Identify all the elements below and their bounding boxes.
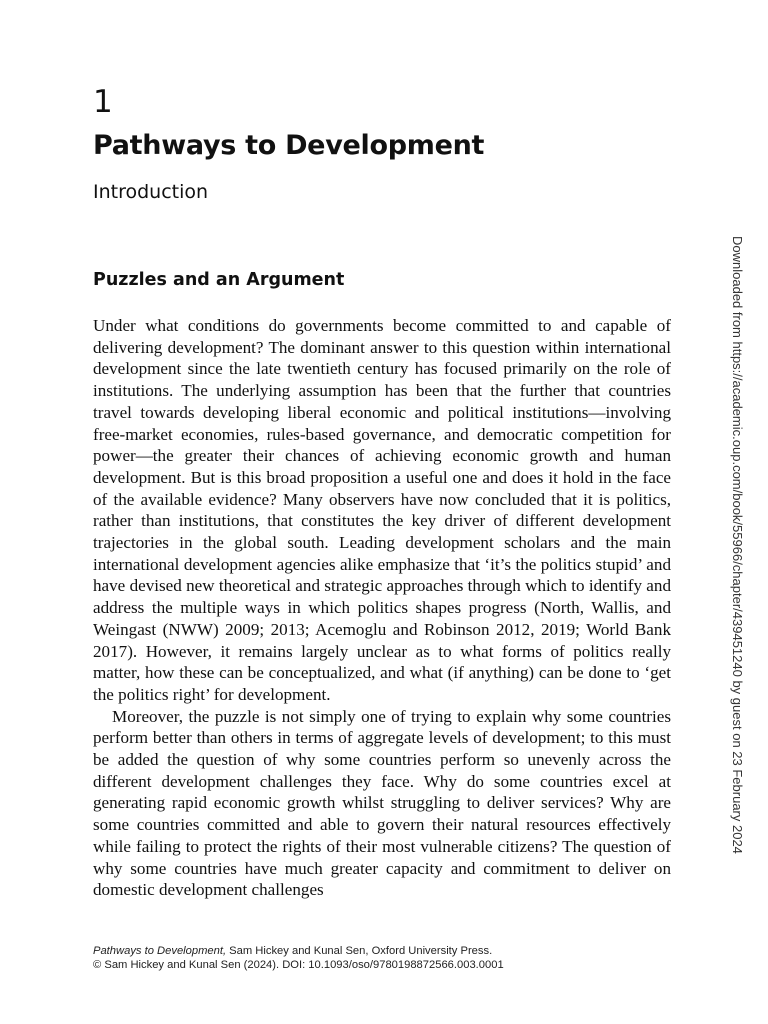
body-text [93,315,671,901]
chapter-number: 1 [93,84,113,120]
download-watermark: Downloaded from https://academic.oup.com/book/55966/chapter/439451240 by guest on 23 February 2024 [730,236,745,854]
footer-publisher: Sam Hickey and Kunal Sen, Oxford University Press. [226,945,493,957]
footer-citation-line [93,944,693,958]
page-footer [93,944,693,972]
footer-copyright-line: © Sam Hickey and Kunal Sen (2024). DOI: 10.1093/oso/9780198872566.003.0001 [93,959,504,971]
section-heading: Puzzles and an Argument [93,270,345,290]
chapter-title: Pathways to Development [93,130,485,161]
chapter-subtitle: Introduction [93,181,209,203]
paragraph-2: Moreover, the puzzle is not simply one of trying to explain why some countries perform better than others in terms of aggregate levels of development; to this must be added the question of why some countries perform so unevenly across the different development challenges they face. Why do some countries excel at generating rapid economic growth whilst struggling to deliver services? Why are some countries committed and able to govern their natural resources effectively while failing to protect the rights of their most vulnerable citizens? The question of why some countries have much greater capacity and commitment to deliver on domestic development challenges [93,706,671,900]
footer-book-title: Pathways to Development, [93,945,227,957]
paragraph-1: Under what conditions do governments become committed to and capable of delivering development? The dominant answer to this question within international development since the late twentieth century has focused primarily on the role of institutions. The underlying assumption has been that the further that countries travel towards developing liberal economic and political institutions—involving free-market economies, rules-based governance, and democratic competition for power—the greater their chances of achieving economic growth and human development. But is this broad proposition a useful one and does it hold in the face of the available evidence? Many observers have now concluded that it is politics, rather than institutions, that constitutes the key driver of different development trajectories in the global south. Leading development scholars and the main international development agencies alike emphasize that ‘it’s the politics stupid’ and have devised new theoretical and strategic approaches through which to identify and address the multiple ways in which politics shapes progress (North, Wallis, and Weingast (NWW) 2009; 2013; Acemoglu and Robinson 2012, 2019; World Bank 2017). However, it remains largely unclear as to what forms of politics really matter, how these can be conceptualized, and what (if anything) can be done to ‘get the politics right’ for development. [93,316,671,704]
